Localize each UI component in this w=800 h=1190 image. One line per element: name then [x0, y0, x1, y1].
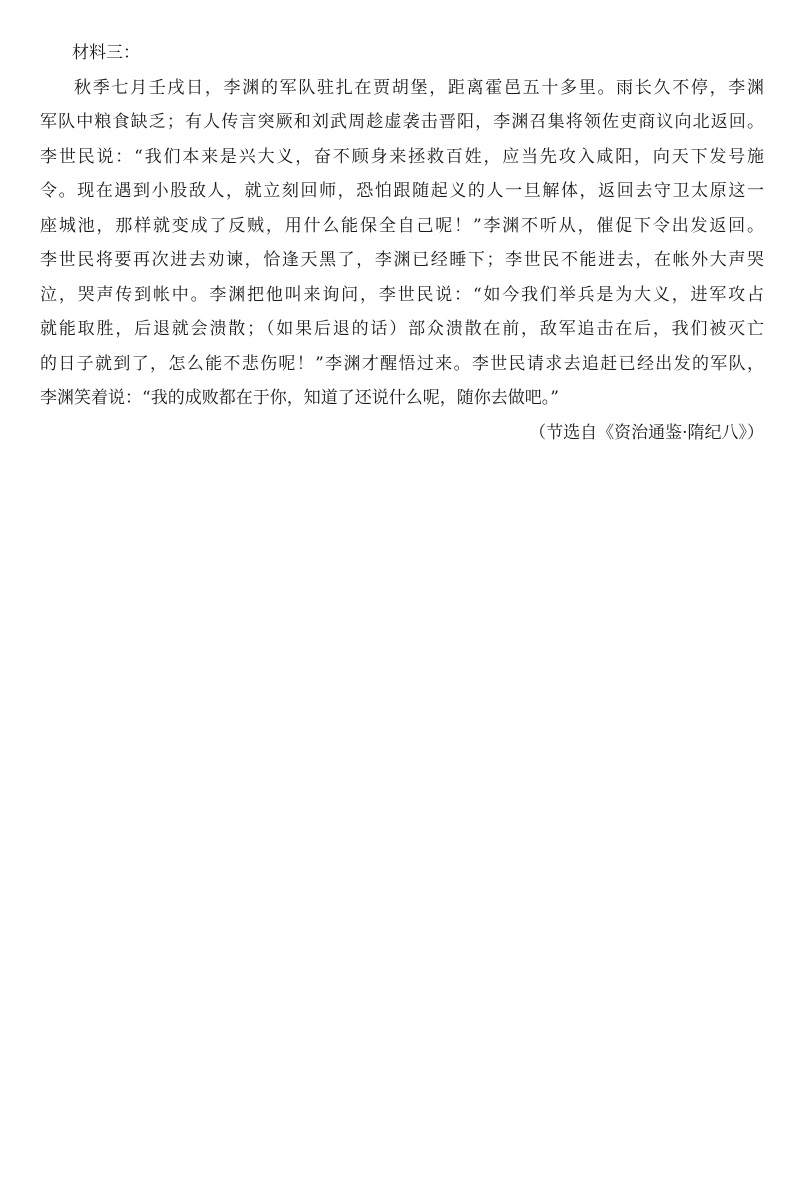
section-heading: 材料三：	[72, 43, 140, 63]
passage-line: 座城池，那样就变成了反贼，用什么能保全自己呢！”李渊不听从，催促下令出发返回。	[40, 215, 764, 236]
passage-line: 李渊笑着说：“我的成败都在于你，知道了还说什么呢，随你去做吧。”	[40, 388, 559, 408]
passage-line: 令。现在遇到小股敌人，就立刻回师，恐怕跟随起义的人一旦解体，返回去守卫太原这一	[40, 181, 764, 201]
passage-line: 军队中粮食缺乏；有人传言突厥和刘武周趁虚袭击晋阳，李渊召集将领佐吏商议向北返回。	[40, 112, 764, 132]
passage-line: 秋季七月壬戌日，李渊的军队驻扎在贾胡堡，距离霍邑五十多里。雨长久不停，李渊	[74, 77, 764, 98]
passage-line: 李世民说：“我们本来是兴大义，奋不顾身来拯救百姓，应当先攻入咸阳，向天下发号施	[40, 146, 764, 167]
passage-body	[40, 71, 764, 416]
document-page	[40, 36, 764, 450]
passage-line: 李世民将要再次进去劝谏，恰逢天黑了，李渊已经睡下；李世民不能进去，在帐外大声哭	[40, 250, 764, 270]
source-citation: （节选自《资治通鉴·隋纪八》）	[529, 422, 764, 443]
passage-line: 的日子就到了，怎么能不悲伤呢！”李渊才醒悟过来。李世民请求去追赶已经出发的军队，	[40, 353, 764, 374]
passage-line: 就能取胜，后退就会溃散；（如果后退的话）部众溃散在前，敌军追击在后，我们被灭亡	[40, 319, 764, 339]
passage-line: 泣，哭声传到帐中。李渊把他叫来询问，李世民说：“如今我们举兵是为大义，进军攻占	[40, 284, 764, 305]
